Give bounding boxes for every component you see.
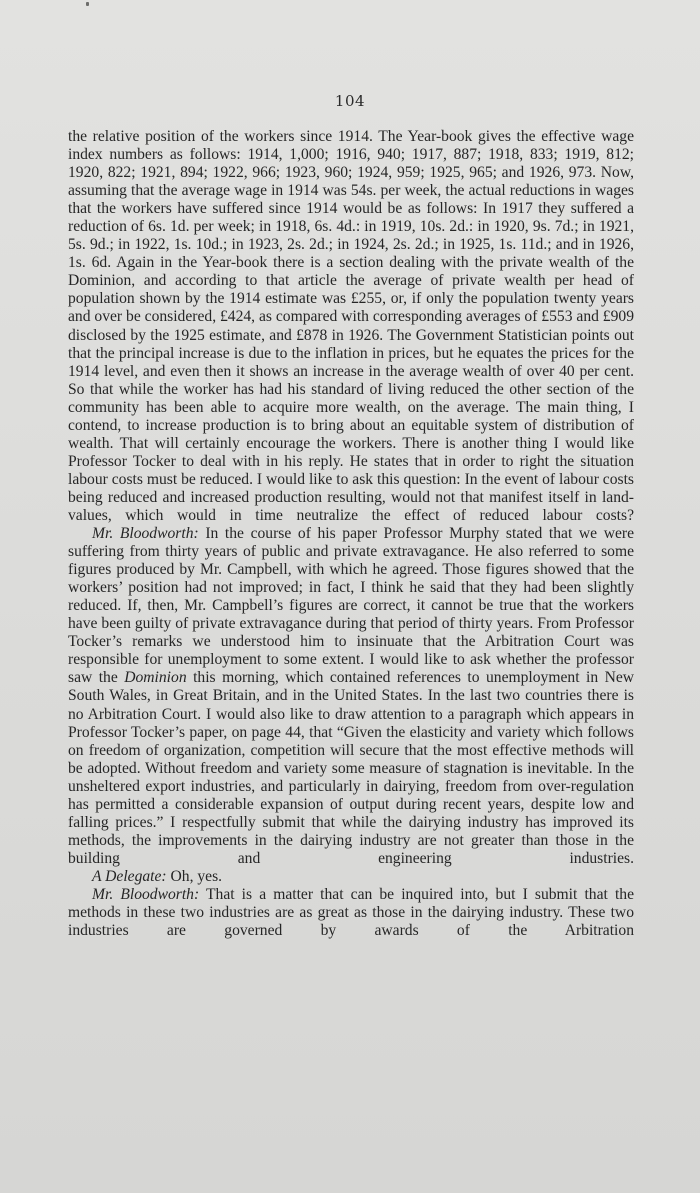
speaker-name: Mr. Bloodworth: <box>92 885 200 903</box>
print-speck <box>86 2 89 6</box>
paragraph-3-text: Oh, yes. <box>170 867 223 885</box>
speaker-name: A Delegate: <box>92 867 167 885</box>
paragraph-2 <box>68 525 634 868</box>
newspaper-title: Dominion <box>124 669 187 687</box>
paragraph-4-text: That is a matter that can be inquired into, but I submit that the methods in these two industries are as great as those in the dairying industry. These two industries are governed by awards of the Arbitration <box>68 885 634 940</box>
paragraph-2-text-cont: this morning, which contained references to unemployment in New South Wales, in Great Britain, and in the United States. In the last two countries there is no Arbitration Court. I would also like to draw attention to a paragraph which appears in Professor Tocker’s paper, on page 44, that “Given the elasticity and variety which follows on freedom of organization, competition will secure that the most effective methods will be adopted. Without freedom and variety some measure of stagnation is inevitable. In the unsheltered export industries, and particularly in dairying, freedom from over-regulation has permitted a considerable expansion of output during recent years, despite low and falling prices.” I respectfully submit that while the dairying industry has improved its methods, the improvements in the dairying industry are not greater than those in the building and engineering industries. <box>68 669 635 867</box>
paragraph-1 <box>68 128 634 525</box>
page-number: 104 <box>334 92 366 110</box>
body-text <box>68 128 634 940</box>
paragraph-2-text: In the course of his paper Professor Murphy stated that we were suffering from thirty years of public and private extravagance. He also referred to some figures produced by Mr. Campbell, with which he agreed. Those figures showed that the workers’ position had not improved; in fact, I think he said that they had been slightly reduced. If, then, Mr. Campbell’s figures are correct, it cannot be true that the workers have been guilty of private extravagance during that period of thirty years. From Professor Tocker’s remarks we understood him to insinuate that the Arbitration Court was responsible for unemployment to some extent. I would like to ask whether the professor saw the <box>68 525 634 687</box>
paragraph-4 <box>68 886 634 940</box>
speaker-name: Mr. Bloodworth: <box>92 525 199 543</box>
paragraph-1-text: the relative position of the workers since 1914. The Year-book gives the effective wage index numbers as follows: 1914, 1,000; 1916, 940; 1917, 887; 1918, 833; 1919, 812; 1920, 822; 1921, 894; 1922, 966; 1923, 960; 1924, 959; 1925, 965; and 1926, 973. Now, assuming that the average wage in 1914 was 54s. per week, the actual reductions in wages that the workers have suffered since 1914 would be as follows: In 1917 they suffered a reduction of 6s. 1d. per week; in 1918, 6s. 4d.: in 1919, 10s. 2d.: in 1920, 9s. 7d.; in 1921, 5s. 9d.; in 1922, 1s. 10d.; in 1923, 2s. 2d.; in 1924, 2s. 2d.; in 1925, 1s. 11d.; and in 1926, 1s. 6d. Again in the Year-book there is a section dealing with the private wealth of the Dominion, and according to that article the average of private wealth per head of population shown by the 1914 estimate was £255, or, if only the population twenty years and over be considered, £424, as compared with corresponding averages of £553 and £909 disclosed by the 1925 estimate, and £878 in 1926. The Government Statistician points out that the principal increase is due to the inflation in prices, but he equates the prices for the 1914 level, and even then it shows an increase in the average wealth of over 40 per cent. So that while the worker has had his standard of living reduced the other section of the community has been able to acquire more wealth, on the average. The main thing, I contend, to increase production is to bring about an equitable system of distribution of wealth. That will certainly encourage the workers. There is another thing I would like Professor Tocker to deal with in his reply. He states that in order to right the situation labour costs must be reduced. I would like to ask this question: In the event of labour costs being reduced and increased production resulting, would not that manifest itself in land-values, which would in time neutralize the effect of reduced labour costs? <box>68 128 634 524</box>
paragraph-3 <box>68 868 634 886</box>
